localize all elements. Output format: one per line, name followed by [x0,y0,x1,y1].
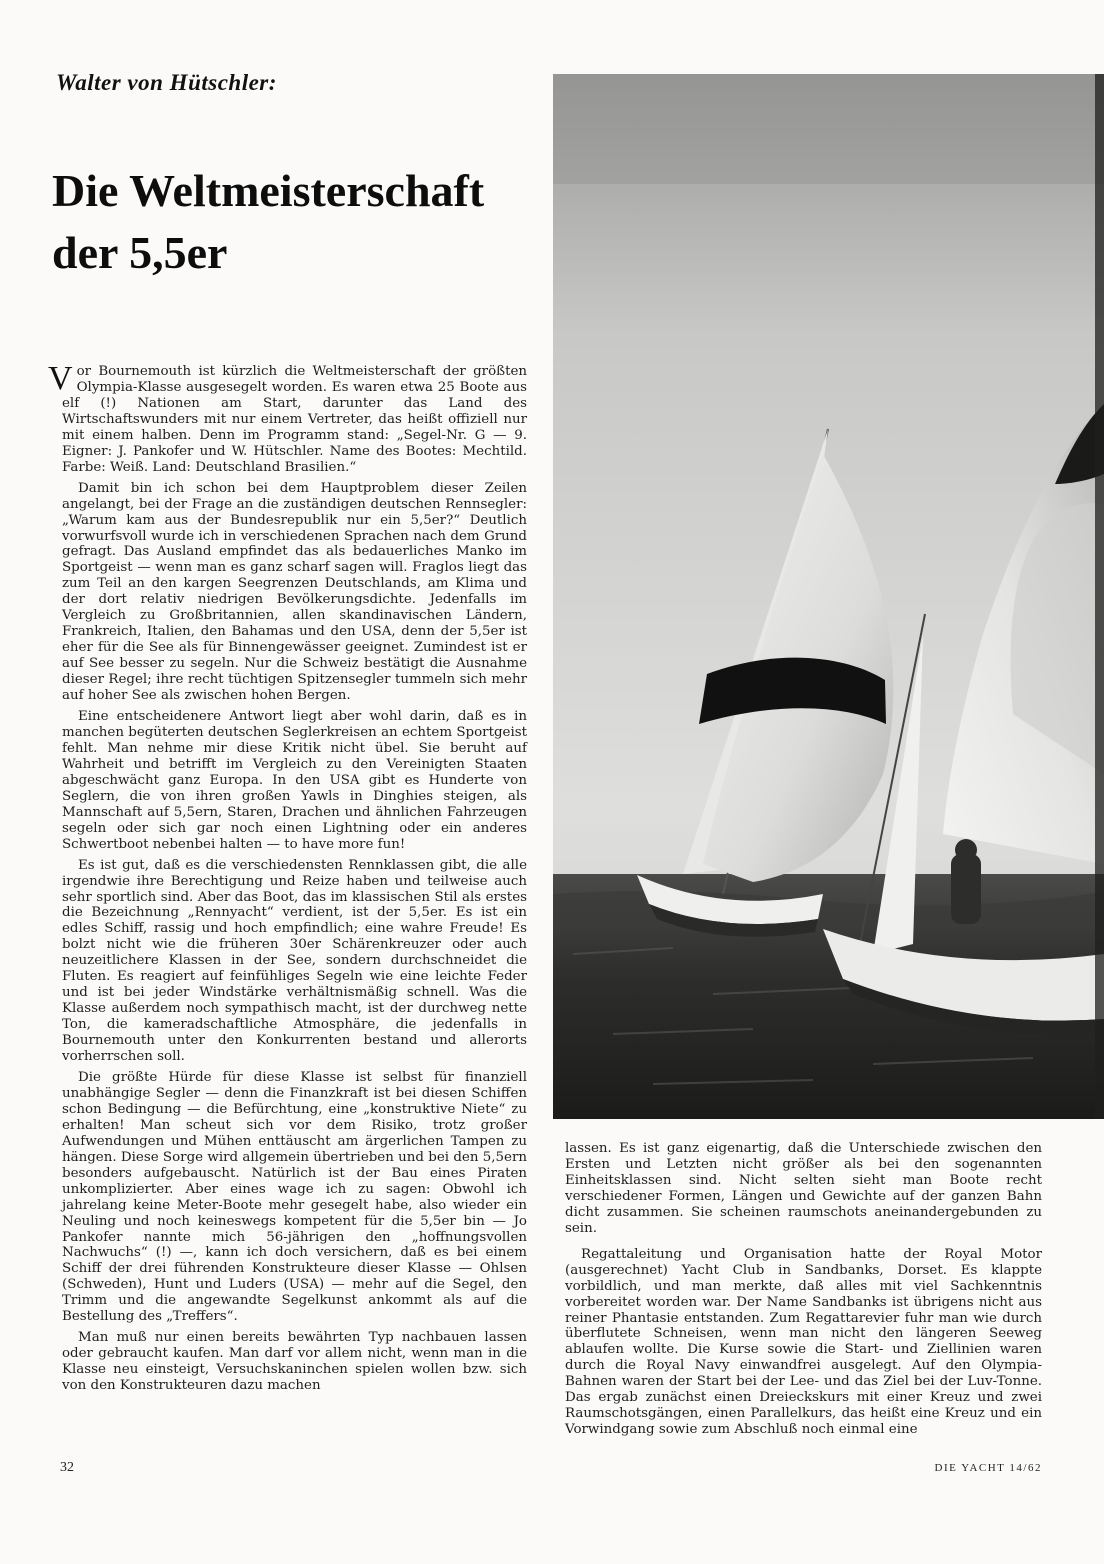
paragraph: Damit bin ich schon bei dem Hauptproblem dieser Zeilen angelangt, bei der Frage an die zuständigen deutschen Rennsegler: „Warum kam aus der Bundesrepublik nur ein 5,5er?“ Deutlich vorwurfsvoll wurde ich in verschiedenen Sprachen nach dem Grund gefragt. Das Ausland empfindet das als bedauerliches Manko im Sportgeist — wenn man es ganz scharf sagen will. Fraglos liegt das zum Teil an den kargen Seegrenzen Deutschlands, am Klima und der dort relativ niedrigen Bevölkerungsdichte. Jedenfalls im Vergleich zu Großbritannien, allen skandinavischen Ländern, Frankreich, Italien, den Bahamas und den USA, denn der 5,5er ist eher für die See als für Binnengewässer geeignet. Zumindest ist er auf See besser zu segeln. Nur die Schweiz bestätigt die Ausnahme dieser Regel; ihre recht tüchtigen Spitzensegler tummeln sich mehr auf hoher See als zwischen hohen Bergen. [62,480,527,704]
paragraph: Vor Bournemouth ist kürzlich die Weltmeisterschaft der größten Olympia-Klasse ausgesegelt worden. Es waren etwa 25 Boote aus elf (!) Nationen am Start, darunter das Land des Wirtschaftswunders mit nur einem Vertreter, das heißt offiziell nur mit einem halben. Denn im Programm stand: „Segel-Nr. G — 9. Eigner: J. Pankofer und W. Hütschler. Name des Bootes: Mechtild. Farbe: Weiß. Land: Deutschland Brasilien.“ [48,360,527,475]
title-line-2: der 5,5er [52,227,228,278]
drop-cap: V [48,360,73,397]
paragraph: lassen. Es ist ganz eigenartig, daß die Unterschiede zwischen den Ersten und Letzten nicht größer als bei den sogenannten Einheitsklassen sind. Nicht selten sieht man Boote recht verschiedener Formen, Längen und Gewichte auf der ganzen Bahn dicht zusammen. Sie scheinen raumschots aneinandergebunden zu sein. [565,1141,1042,1236]
paragraph: Man muß nur einen bereits bewährten Typ nachbauen lassen oder gebraucht kaufen. Man darf vor allem nicht, wenn man in die Klasse neu einsteigt, Versuchskaninchen spielen wollen bzw. sich von den Konstrukteuren dazu machen [62,1330,527,1394]
paragraph: Eine entscheidenere Antwort liegt aber wohl darin, daß es in manchen begüterten deutschen Seglerkreisen an echtem Sportgeist fehlt. Man nehme mir diese Kritik nicht übel. Sie beruht auf Wahrheit und betrifft im Vergleich zu den Vereinigten Staaten abgeschwächt ganz Europa. In den USA gibt es Hunderte von Seglern, die von ihren großen Yawls in Dinghies steigen, als Mannschaft auf 5,5ern, Staren, Drachen und ähnlichen Fahrzeugen segeln oder sich gar noch einen Lightning oder ein anderes Schwertboot nebenbei halten — to have more fun! [62,709,527,852]
paragraph: Es ist gut, daß es die verschiedensten Rennklassen gibt, die alle irgendwie ihre Berechtigung und Reize haben und teilweise auch sehr sportlich sind. Aber das Boot, das im klassischen Stil als erstes die Bezeichnung „Rennyacht“ verdient, ist der 5,5er. Es ist ein edles Schiff, rassig und hoch empfindlich; eine wahre Freude! Es bolzt nicht wie die früheren 30er Schärenkreuzer oder auch neuzeitlichere Klassen in der See, sondern durchschneidet die Fluten. Es reagiert auf feinfühliges Segeln wie eine leichte Feder und ist bei jeder Windstärke verhältnismäßig schnell. Was die Klasse außerdem noch sympathisch macht, ist der durchweg nette Ton, die kameradschaftliche Atmosphäre, die jedenfalls in Bournemouth unter den Konkurrenten bestand und allerorts vorherrschen soll. [62,857,527,1065]
author-byline: Walter von Hütschler: [56,70,277,95]
magazine-footer: DIE YACHT 14/62 [934,1462,1042,1474]
title-line-1: Die Weltmeisterschaft [52,165,485,216]
paragraph: Regattaleitung und Organisation hatte der Royal Motor (ausgerechnet) Yacht Club in Sandbanks, Dorset. Es klappte vorbildlich, und man merkte, daß alles mit viel Sachkenntnis vorbereitet worden war. Der Name Sandbanks ist übrigens nicht aus reiner Phantasie entstanden. Zum Regattarevier fuhr man wie durch überflutete Schneisen, wenn man nicht den längeren Seeweg ablaufen wollte. Die Kurse sowie die Start- und Ziellinien waren durch die Royal Navy einwandfrei ausgelegt. Auf den Olympia-Bahnen waren der Start bei der Lee- und das Ziel bei der Luv-Tonne. Das ergab zunächst einen Dreieckskurs mit einer Kreuz und zwei Raumschotsgängen, einen Parallelkurs, das heißt eine Kreuz und ein Vorwindgang sowie zum Abschluß noch einmal eine [565,1246,1042,1438]
sailboats-illustration [553,74,1104,1119]
page-number: 32 [60,1460,74,1475]
sailing-photo [553,74,1104,1119]
article-title [52,160,542,284]
article-column-right [565,1141,1042,1443]
paragraph: Die größte Hürde für diese Klasse ist selbst für finanziell unabhängige Segler — denn die Finanzkraft ist bei diesen Schiffen schon Bedingung — die Befürchtung, eine „konstruktive Niete“ zu erhalten! Man scheut sich vor dem Risiko, trotz großer Aufwendungen und Mühen enttäuscht am ärgerlichen Tampen zu hängen. Diese Sorge wird allgemein übertrieben und bei den 5,5ern besonders aufgebauscht. Natürlich ist der Bau eines Piraten unkomplizierter. Aber eines wage ich zu sagen: Obwohl ich jahrelang keine Meter-Boote mehr gesegelt habe, also wieder ein Neuling und noch keineswegs kompetent für die 5,5er bin — Jo Pankofer nannte mich 56-jährigen den „hoffnungsvollen Nachwuchs“ (!) —, kann ich doch versichern, daß es bei einem Schiff der drei führenden Konstrukteure dieser Klasse — Ohlsen (Schweden), Hunt und Luders (USA) — mehr auf die Segel, den Trimm und die angewandte Segelkunst ankommt als auf die Bestellung des „Treffers“. [62,1069,527,1325]
article-column-left [48,360,527,1399]
